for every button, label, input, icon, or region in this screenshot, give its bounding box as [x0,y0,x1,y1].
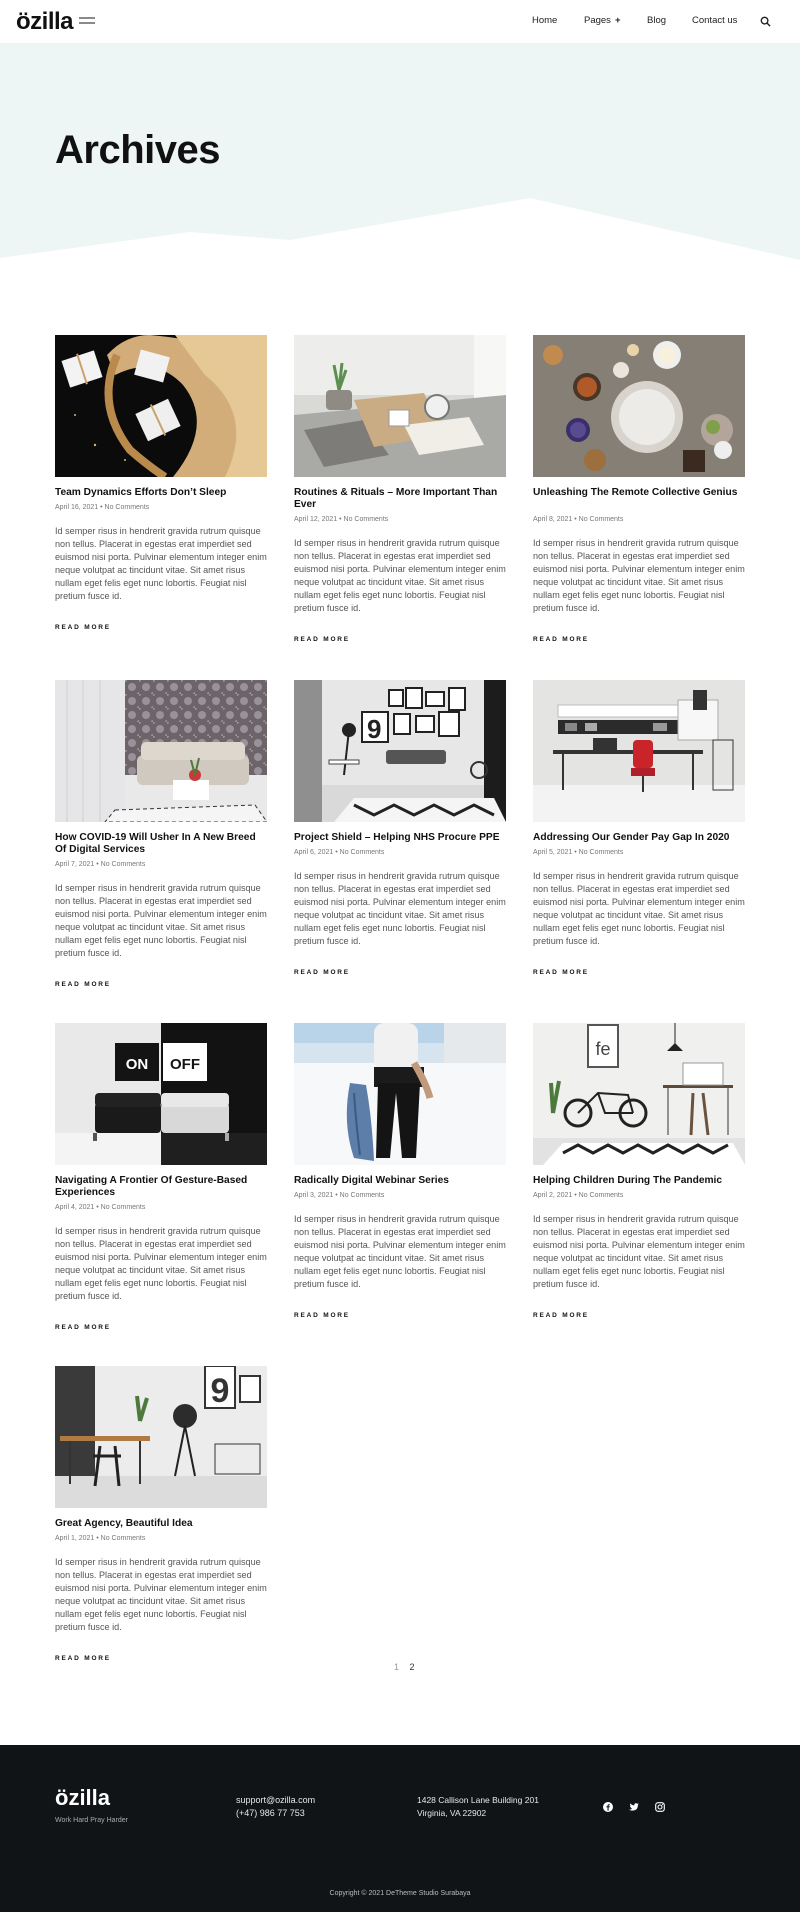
nav-blog-link[interactable]: Blog [647,15,667,26]
read-more-link[interactable]: READ MORE [55,1655,111,1662]
svg-text:9: 9 [210,1372,230,1410]
post-thumbnail[interactable] [533,1023,745,1165]
post-title[interactable]: Helping Children During The Pandemic [533,1175,723,1186]
footer-email-link[interactable]: support@ozilla.com [236,1795,316,1805]
post-title[interactable]: Project Shield – Helping NHS Procure PPE [294,832,500,843]
post-meta: April 3, 2021 • No Comments [294,1192,385,1199]
hero-wave-shape [0,194,800,276]
read-more-link[interactable]: READ MORE [294,969,350,976]
post-excerpt: Id semper risus in hendrerit gravida rutrum quisque non tellus. Placerat in egestas erat imperdiet sed euismod nisi porta. Pulvinar elementum integer enim neque volutpat ac tincidunt vitae. Sit amet risus nullam eget felis eget nunc lobortis. Feugiat nisl pretium fusce id. [294,1214,506,1290]
post-title[interactable]: Navigating A Frontier Of Gesture-Based Experiences [55,1175,248,1198]
post-title[interactable]: Unleashing The Remote Collective Genius [533,487,738,498]
post-excerpt: Id semper risus in hendrerit gravida rutrum quisque non tellus. Placerat in egestas erat imperdiet sed euismod nisi porta. Pulvinar elementum integer enim neque volutpat ac tincidunt vitae. Sit amet risus nullam eget felis eget nunc lobortis. Feugiat nisl pretium fusce id. [533,871,745,947]
post-excerpt: Id semper risus in hendrerit gravida rutrum quisque non tellus. Placerat in egestas erat imperdiet sed euismod nisi porta. Pulvinar elementum integer enim neque volutpat ac tincidunt vitae. Sit amet risus nullam eget felis eget nunc lobortis. Feugiat nisl pretium fusce id. [294,871,506,947]
read-more-link[interactable]: READ MORE [533,969,589,976]
post-meta: April 7, 2021 • No Comments [55,861,146,868]
post-meta: April 1, 2021 • No Comments [55,1535,146,1542]
read-more-link[interactable]: READ MORE [55,1324,111,1331]
page-title: Archives [55,128,220,172]
site-logo[interactable]: özilla [16,8,74,35]
post-title[interactable]: Great Agency, Beautiful Idea [55,1518,193,1529]
svg-text:fe: fe [595,1039,611,1059]
pagination-page-2[interactable]: 2 [409,1662,415,1672]
hamburger-menu-icon[interactable] [79,16,95,26]
post-excerpt: Id semper risus in hendrerit gravida rutrum quisque non tellus. Placerat in egestas erat imperdiet sed euismod nisi porta. Pulvinar elementum integer enim neque volutpat ac tincidunt vitae. Sit amet risus nullam eget felis eget nunc lobortis. Feugiat nisl pretium fusce id. [294,538,506,614]
site-footer [0,1745,800,1912]
post-thumbnail[interactable] [294,1023,506,1165]
read-more-link[interactable]: READ MORE [533,636,589,643]
post-thumbnail[interactable] [55,335,267,477]
twitter-icon[interactable] [629,1802,639,1812]
post-meta: April 2, 2021 • No Comments [533,1192,624,1199]
post-excerpt: Id semper risus in hendrerit gravida rutrum quisque non tellus. Placerat in egestas erat imperdiet sed euismod nisi porta. Pulvinar elementum integer enim neque volutpat ac tincidunt vitae. Sit amet risus nullam eget felis eget nunc lobortis. Feugiat nisl pretium fusce id. [55,526,267,602]
post-meta: April 12, 2021 • No Comments [294,516,389,523]
search-icon[interactable] [760,16,771,27]
post-thumbnail[interactable] [533,680,745,822]
post-thumbnail[interactable] [294,335,506,477]
post-excerpt: Id semper risus in hendrerit gravida rutrum quisque non tellus. Placerat in egestas erat imperdiet sed euismod nisi porta. Pulvinar elementum integer enim neque volutpat ac tincidunt vitae. Sit amet risus nullam eget felis eget nunc lobortis. Feugiat nisl pretium fusce id. [533,538,745,614]
on-sign-text: ON [125,1056,149,1073]
post-meta: April 6, 2021 • No Comments [294,849,385,856]
post-meta: April 5, 2021 • No Comments [533,849,624,856]
read-more-link[interactable]: READ MORE [55,981,111,988]
footer-tagline: Work Hard Pray Harder [55,1817,129,1824]
instagram-icon[interactable] [655,1802,665,1812]
nav-home-link[interactable]: Home [532,15,558,26]
off-sign-text: OFF [170,1056,200,1073]
read-more-link[interactable]: READ MORE [533,1312,589,1319]
svg-text:9: 9 [367,714,382,744]
read-more-link[interactable]: READ MORE [294,1312,350,1319]
footer-address-line2: Virginia, VA 22902 [417,1808,487,1818]
facebook-icon[interactable] [603,1802,613,1812]
nav-pages-link[interactable] [584,15,621,26]
post-title[interactable]: Team Dynamics Efforts Don’t Sleep [55,487,227,498]
read-more-link[interactable]: READ MORE [55,624,111,631]
footer-phone: (+47) 986 77 753 [236,1808,305,1818]
post-title[interactable]: Routines & Rituals – More Important Than Ever [294,487,498,510]
post-thumbnail[interactable] [55,1023,267,1165]
footer-address-line1: 1428 Callison Lane Building 201 [417,1795,539,1805]
post-thumbnail[interactable] [294,680,506,822]
post-excerpt: Id semper risus in hendrerit gravida rutrum quisque non tellus. Placerat in egestas erat imperdiet sed euismod nisi porta. Pulvinar elementum integer enim neque volutpat ac tincidunt vitae. Sit amet risus nullam eget felis eget nunc lobortis. Feugiat nisl pretium fusce id. [533,1214,745,1290]
post-title[interactable]: Addressing Our Gender Pay Gap In 2020 [533,832,730,843]
pagination [390,1662,419,1672]
post-meta: April 8, 2021 • No Comments [533,516,624,523]
footer-logo[interactable]: özilla [55,1785,111,1810]
post-excerpt: Id semper risus in hendrerit gravida rutrum quisque non tellus. Placerat in egestas erat imperdiet sed euismod nisi porta. Pulvinar elementum integer enim neque volutpat ac tincidunt vitae. Sit amet risus nullam eget felis eget nunc lobortis. Feugiat nisl pretium fusce id. [55,1226,267,1302]
nav-pages-label: Pages [584,15,611,26]
post-title[interactable]: How COVID-19 Will Usher In A New Breed Of Digital Services [55,832,256,855]
post-thumbnail[interactable] [55,680,267,822]
site-header [0,0,800,44]
pagination-page-1[interactable]: 1 [393,1662,399,1672]
post-excerpt: Id semper risus in hendrerit gravida rutrum quisque non tellus. Placerat in egestas erat imperdiet sed euismod nisi porta. Pulvinar elementum integer enim neque volutpat ac tincidunt vitae. Sit amet risus nullam eget felis eget nunc lobortis. Feugiat nisl pretium fusce id. [55,1557,267,1633]
read-more-link[interactable]: READ MORE [294,636,350,643]
post-title[interactable]: Radically Digital Webinar Series [294,1175,449,1186]
post-meta: April 16, 2021 • No Comments [55,504,150,511]
footer-copyright: Copyright © 2021 DeTheme Studio Surabaya [329,1890,471,1897]
post-excerpt: Id semper risus in hendrerit gravida rutrum quisque non tellus. Placerat in egestas erat imperdiet sed euismod nisi porta. Pulvinar elementum integer enim neque volutpat ac tincidunt vitae. Sit amet risus nullam eget felis eget nunc lobortis. Feugiat nisl pretium fusce id. [55,883,267,959]
plus-icon: + [614,15,621,26]
nav-contact-link[interactable]: Contact us [692,15,738,26]
page-hero [0,44,800,276]
post-thumbnail[interactable] [533,335,745,477]
post-thumbnail[interactable] [55,1366,267,1508]
post-meta: April 4, 2021 • No Comments [55,1204,146,1211]
